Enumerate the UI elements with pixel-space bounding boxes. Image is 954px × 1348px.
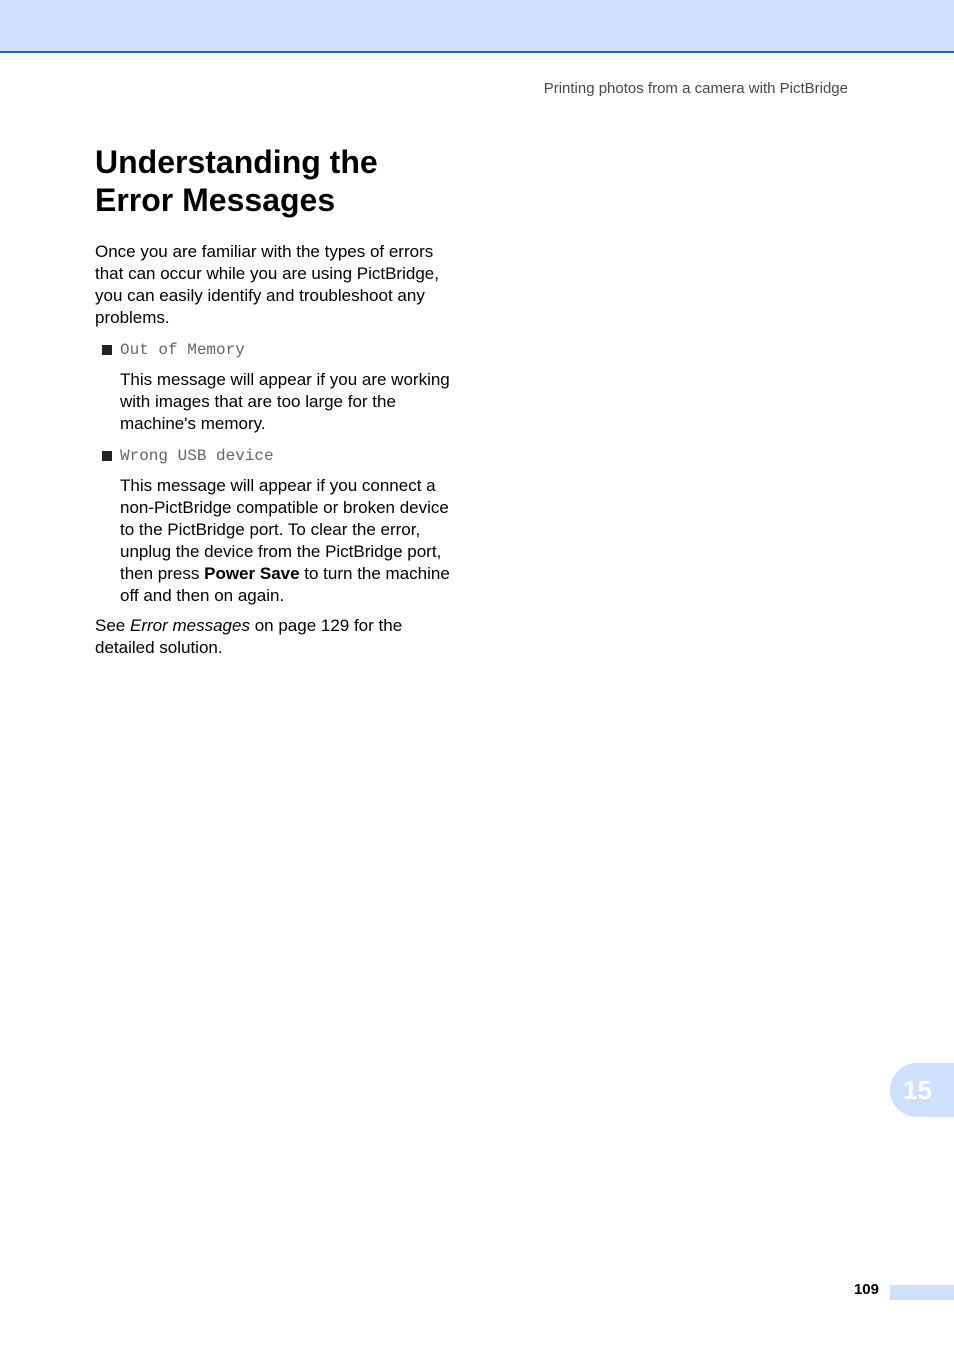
see-text-after: on page 129 for the detailed solution.	[95, 616, 403, 657]
bullet-wrong-usb-device	[95, 445, 465, 467]
power-save-key: Power Save	[204, 564, 300, 583]
description-text-before: This message will appear if you connect a non-PictBridge compatible or broken device to the PictBridge port. To clear the error, unplug the device from the PictBridge port, then press	[120, 476, 449, 583]
section-title-line1: Understanding the	[95, 144, 378, 180]
error-code-wrong-usb-device: Wrong USB device	[120, 447, 274, 465]
page-number: 109	[853, 1281, 879, 1298]
main-content	[95, 143, 465, 659]
error-code-out-of-memory: Out of Memory	[120, 341, 245, 359]
footer-band	[890, 1285, 954, 1300]
see-text-before: See	[95, 616, 130, 635]
description-text-after: to turn the machine off and then on again.	[120, 564, 450, 605]
intro-paragraph: Once you are familiar with the types of errors that can occur while you are using PictBridge, you can easily identify and troubleshoot any problems.	[95, 242, 439, 327]
error-description-wrong-usb-device	[120, 475, 465, 607]
running-header: Printing photos from a camera with PictBridge	[543, 80, 848, 97]
top-header-band	[0, 0, 954, 53]
error-messages-reference: Error messages	[129, 616, 250, 635]
section-title	[95, 143, 465, 219]
section-title-line2: Error Messages	[95, 182, 336, 218]
square-bullet-icon	[102, 345, 112, 355]
error-description-out-of-memory: This message will appear if you are working with images that are too large for the machine's memory.	[120, 370, 450, 433]
bullet-out-of-memory	[95, 339, 465, 361]
see-reference-paragraph	[95, 615, 465, 659]
chapter-tab: 15	[890, 1063, 954, 1117]
square-bullet-icon	[102, 451, 112, 461]
